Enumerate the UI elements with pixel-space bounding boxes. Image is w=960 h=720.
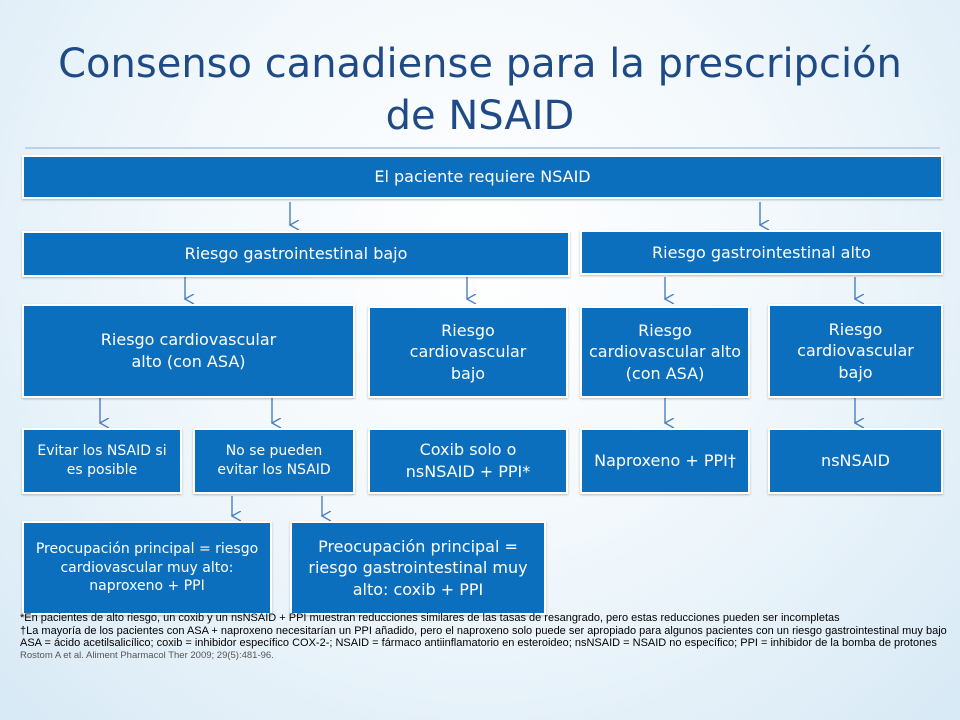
node-gi-low: Riesgo gastrointestinal bajo bbox=[22, 231, 570, 277]
footnote-1: *En pacientes de alto riesgo, un coxib y un nsNSAID + PPI muestran reducciones similares de las tasas de resangrado, pero estas reducciones pueden ser incompletas bbox=[20, 612, 840, 624]
title-line-2: de NSAID bbox=[385, 93, 575, 139]
node-avoid: Evitar los NSAID si es posible bbox=[22, 428, 182, 494]
node-cv-low-1: Riesgo cardiovascular bajo bbox=[368, 306, 568, 398]
node-concern-gi: Preocupación principal = riesgo gastrointestinal muy alto: coxib + PPI bbox=[290, 521, 546, 615]
reference: Rostom A et al. Aliment Pharmacol Ther 2009; 29(5):481-96. bbox=[20, 649, 274, 661]
title-line-1: Consenso canadiense para la prescripción bbox=[58, 41, 902, 87]
node-nsnsaid: nsNSAID bbox=[768, 428, 943, 494]
node-cannot-avoid: No se pueden evitar los NSAID bbox=[193, 428, 355, 494]
node-gi-high: Riesgo gastrointestinal alto bbox=[580, 230, 943, 275]
node-coxib: Coxib solo o nsNSAID + PPI* bbox=[368, 428, 568, 494]
footnotes bbox=[20, 612, 955, 662]
node-cv-high-2: Riesgo cardiovascular alto (con ASA) bbox=[580, 306, 750, 398]
node-cv-high-1: Riesgo cardiovascular alto (con ASA) bbox=[22, 304, 355, 398]
node-root: El paciente requiere NSAID bbox=[22, 155, 943, 199]
node-naproxen: Naproxeno + PPI† bbox=[580, 428, 750, 494]
footnote-2: †La mayoría de los pacientes con ASA + naproxeno necesitarían un PPI añadido, pero el naproxeno solo puede ser apropiado para algunos pacientes con un riesgo gastrointestinal muy bajo bbox=[20, 624, 947, 637]
footnote-abbreviations: ASA = ácido acetilsalicílico; coxib = inhibidor específico COX-2-; NSAID = fármaco antiinflamatorio en esteroideo; nsNSAID = NSAID no específico; PPI = inhibidor de la bomba de protones bbox=[20, 637, 937, 649]
node-concern-cv: Preocupación principal = riesgo cardiovascular muy alto: naproxeno + PPI bbox=[22, 521, 272, 615]
node-cv-low-2: Riesgo cardiovascular bajo bbox=[768, 304, 943, 398]
